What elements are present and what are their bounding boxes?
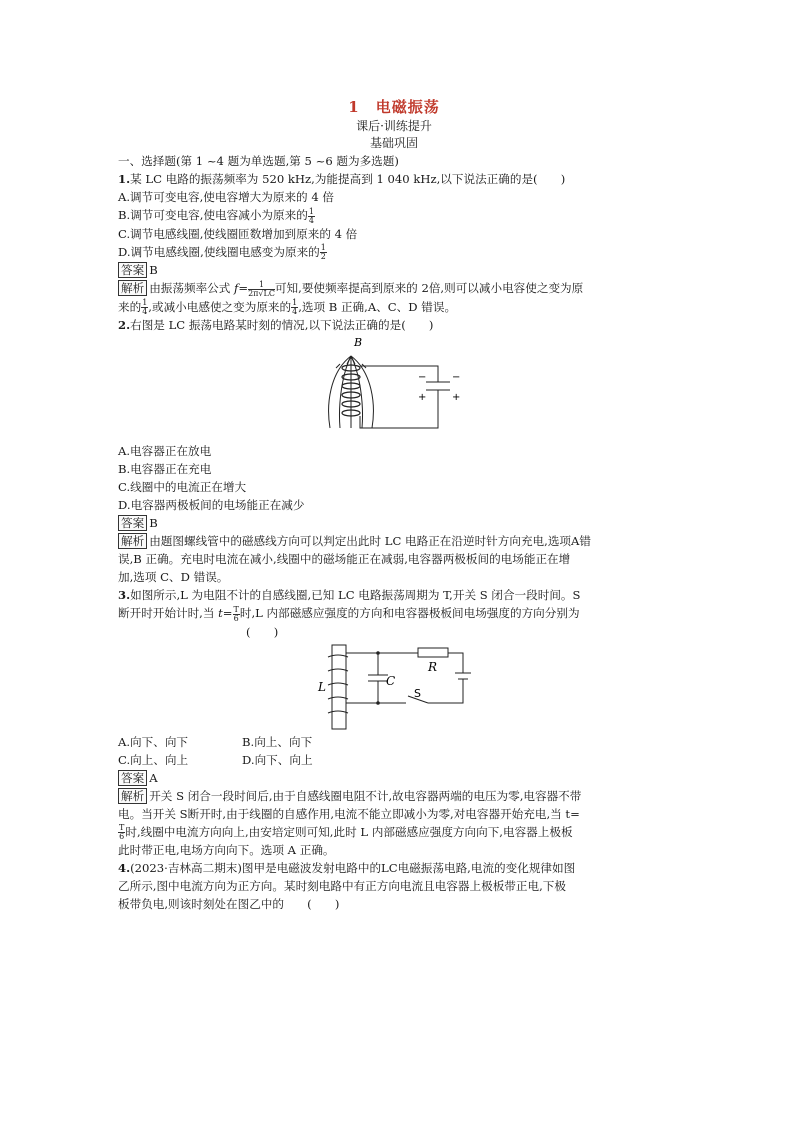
question-number: 2. bbox=[118, 318, 131, 332]
question-number: 1. bbox=[118, 172, 131, 186]
circuit-diagram bbox=[118, 334, 678, 442]
question-4-stem bbox=[118, 859, 678, 877]
option-row bbox=[118, 733, 678, 751]
analysis-line bbox=[118, 298, 678, 317]
time-symbol: t= bbox=[218, 606, 233, 620]
page-title: 1 电磁振荡 bbox=[348, 98, 440, 116]
figure-lc-solenoid bbox=[118, 334, 678, 442]
denominator: 2π√LC bbox=[248, 288, 275, 298]
question-text: 时,L 内部磁感应强度的方向和电容器极板间电场强度的方向分别为 bbox=[239, 606, 580, 620]
denominator: 4 bbox=[292, 307, 298, 316]
option-b bbox=[118, 206, 678, 225]
plus-sign: + bbox=[452, 392, 461, 403]
capacitor-label: C bbox=[386, 673, 396, 688]
circuit-diagram bbox=[118, 641, 678, 733]
plus-sign: + bbox=[418, 392, 427, 403]
page-subtitle: 课后·训练提升 bbox=[356, 119, 432, 133]
option-text: B.调节可变电容,使电容减小为原来的 bbox=[118, 208, 308, 222]
question-text: (2023·吉林高二期末)图甲是电磁波发射电路中的LC电磁振荡电路,电流的变化规律如图 bbox=[130, 861, 576, 875]
question-number: 4. bbox=[118, 861, 131, 875]
question-text: 如图所示,L 为电阻不计的自感线圈,已知 LC 电路振荡周期为 T,开关 S 闭合一段时间。S bbox=[130, 588, 581, 602]
analysis-line bbox=[118, 279, 678, 298]
minus-sign: − bbox=[452, 372, 461, 383]
analysis-text: 由振荡频率公式 bbox=[149, 281, 235, 295]
analysis-tag: 解析 bbox=[118, 280, 147, 296]
analysis-line: 电。当开关 S断开时,由于线圈的自感作用,电流不能立即减小为零,对电容器开始充电,当 t= bbox=[118, 806, 580, 821]
figure-lc-switch bbox=[118, 641, 678, 733]
answer-line bbox=[118, 514, 678, 532]
numerator: 1 bbox=[248, 281, 275, 290]
option-row bbox=[118, 751, 678, 769]
analysis-line bbox=[118, 532, 678, 550]
analysis-text: 由题图螺线管中的磁感线方向可以判定出此时 LC 电路正在沿逆时针方向充电,选项A错 bbox=[149, 534, 591, 548]
node-dot bbox=[376, 651, 380, 655]
answer-value: A bbox=[149, 770, 158, 785]
option-d bbox=[118, 243, 678, 262]
section-subtitle: 基础巩固 bbox=[369, 136, 418, 150]
question-1-stem bbox=[118, 170, 678, 188]
denominator: 2 bbox=[320, 252, 326, 261]
question-number: 3. bbox=[118, 588, 131, 602]
switch-label: S bbox=[414, 686, 421, 700]
numerator: 1 bbox=[292, 298, 298, 307]
option-c: C.向上、向上 bbox=[118, 752, 189, 767]
fraction bbox=[320, 244, 327, 261]
minus-sign: − bbox=[418, 372, 427, 383]
answer-line bbox=[118, 261, 678, 279]
option-a: A.电容器正在放电 bbox=[118, 444, 212, 458]
question-text: 某 LC 电路的振荡频率为 520 kHz,为能提高到 1 040 kHz,以下说法正确的是( ) bbox=[130, 172, 566, 186]
analysis-line: 误,B 正确。充电时电流在减小,线圈中的磁场能正在减弱,电容器两极板间的电场能正在增 bbox=[118, 552, 571, 566]
analysis-text: ,或减小电感使之变为原来的 bbox=[148, 299, 292, 314]
numerator: T bbox=[119, 823, 125, 832]
question-4-stem-cont: 乙所示,图中电流方向为正方向。某时刻电路中有正方向电流且电容器上极板带正电,下极 bbox=[118, 879, 566, 893]
inductor-label: L bbox=[318, 679, 326, 694]
formula-symbol: f= bbox=[234, 281, 249, 295]
option-a: A.向下、向下 bbox=[118, 734, 189, 749]
question-3-stem-cont bbox=[118, 604, 678, 623]
analysis-line bbox=[118, 823, 678, 842]
page-content bbox=[118, 96, 678, 913]
fraction bbox=[233, 606, 240, 623]
analysis-text: 来的 bbox=[118, 299, 142, 314]
analysis-text: ,选项 B 正确,A、C、D 错误。 bbox=[298, 299, 457, 314]
section-heading: 一、选择题(第 1 ~4 题为单选题,第 5 ~6 题为多选题) bbox=[118, 154, 399, 168]
option-d: D.向下、向上 bbox=[242, 752, 313, 767]
question-text: 断开时开始计时,当 bbox=[118, 606, 219, 620]
formula-fraction bbox=[248, 281, 275, 298]
answer-line bbox=[118, 769, 678, 787]
denominator: 4 bbox=[308, 215, 314, 225]
analysis-text: 开关 S 闭合一段时间后,由于自感线圈电阻不计,故电容器两端的电压为零,电容器不带 bbox=[149, 788, 582, 803]
answer-value: B bbox=[149, 263, 158, 277]
resistor-label: R bbox=[428, 659, 438, 674]
numerator: T bbox=[233, 604, 239, 614]
analysis-line bbox=[118, 787, 678, 805]
analysis-text: 可知,要使频率提高到原来的 2倍,则可以减小电容使之变为原 bbox=[274, 281, 584, 295]
option-d: D.电容器两极板间的电场能正在减少 bbox=[118, 498, 305, 512]
answer-tag: 答案 bbox=[118, 770, 147, 786]
answer-tag: 答案 bbox=[118, 515, 147, 531]
question-2-stem bbox=[118, 316, 678, 334]
node-dot bbox=[376, 701, 380, 705]
numerator: 1 bbox=[320, 243, 326, 252]
answer-blank: ( ) bbox=[246, 624, 279, 639]
option-c: C.线圈中的电流正在增大 bbox=[118, 480, 247, 494]
question-text: 右图是 LC 振荡电路某时刻的情况,以下说法正确的是( ) bbox=[130, 318, 434, 332]
answer-value: B bbox=[149, 516, 158, 530]
option-b: B.电容器正在充电 bbox=[118, 462, 212, 476]
analysis-tag: 解析 bbox=[118, 788, 147, 804]
denominator: 6 bbox=[233, 613, 239, 623]
denominator: 4 bbox=[142, 307, 148, 316]
option-c: C.调节电感线圈,使线圈匝数增加到原来的 4 倍 bbox=[118, 226, 358, 241]
answer-tag: 答案 bbox=[118, 262, 147, 278]
question-3-stem bbox=[118, 586, 678, 604]
analysis-line: 此时带正电,电场方向向下。选项 A 正确。 bbox=[118, 843, 335, 857]
option-text: D.调节电感线圈,使线圈电感变为原来的 bbox=[118, 244, 320, 259]
analysis-text: 时,线圈中电流方向向上,由安培定则可知,此时 L 内部磁感应强度方向向下,电容器上极板 bbox=[125, 824, 573, 839]
numerator: 1 bbox=[308, 206, 314, 216]
fraction bbox=[308, 208, 315, 225]
numerator: 1 bbox=[142, 298, 148, 307]
analysis-line: 加,选项 C、D 错误。 bbox=[118, 570, 229, 584]
option-a: A.调节可变电容,使电容增大为原来的 4 倍 bbox=[118, 190, 334, 204]
analysis-tag: 解析 bbox=[118, 533, 147, 549]
field-label-b: B bbox=[354, 336, 363, 349]
denominator: 6 bbox=[119, 832, 125, 841]
question-4-stem-cont: 板带负电,则该时刻处在图乙中的 ( ) bbox=[118, 897, 340, 911]
option-b: B.向上、向下 bbox=[242, 734, 313, 749]
